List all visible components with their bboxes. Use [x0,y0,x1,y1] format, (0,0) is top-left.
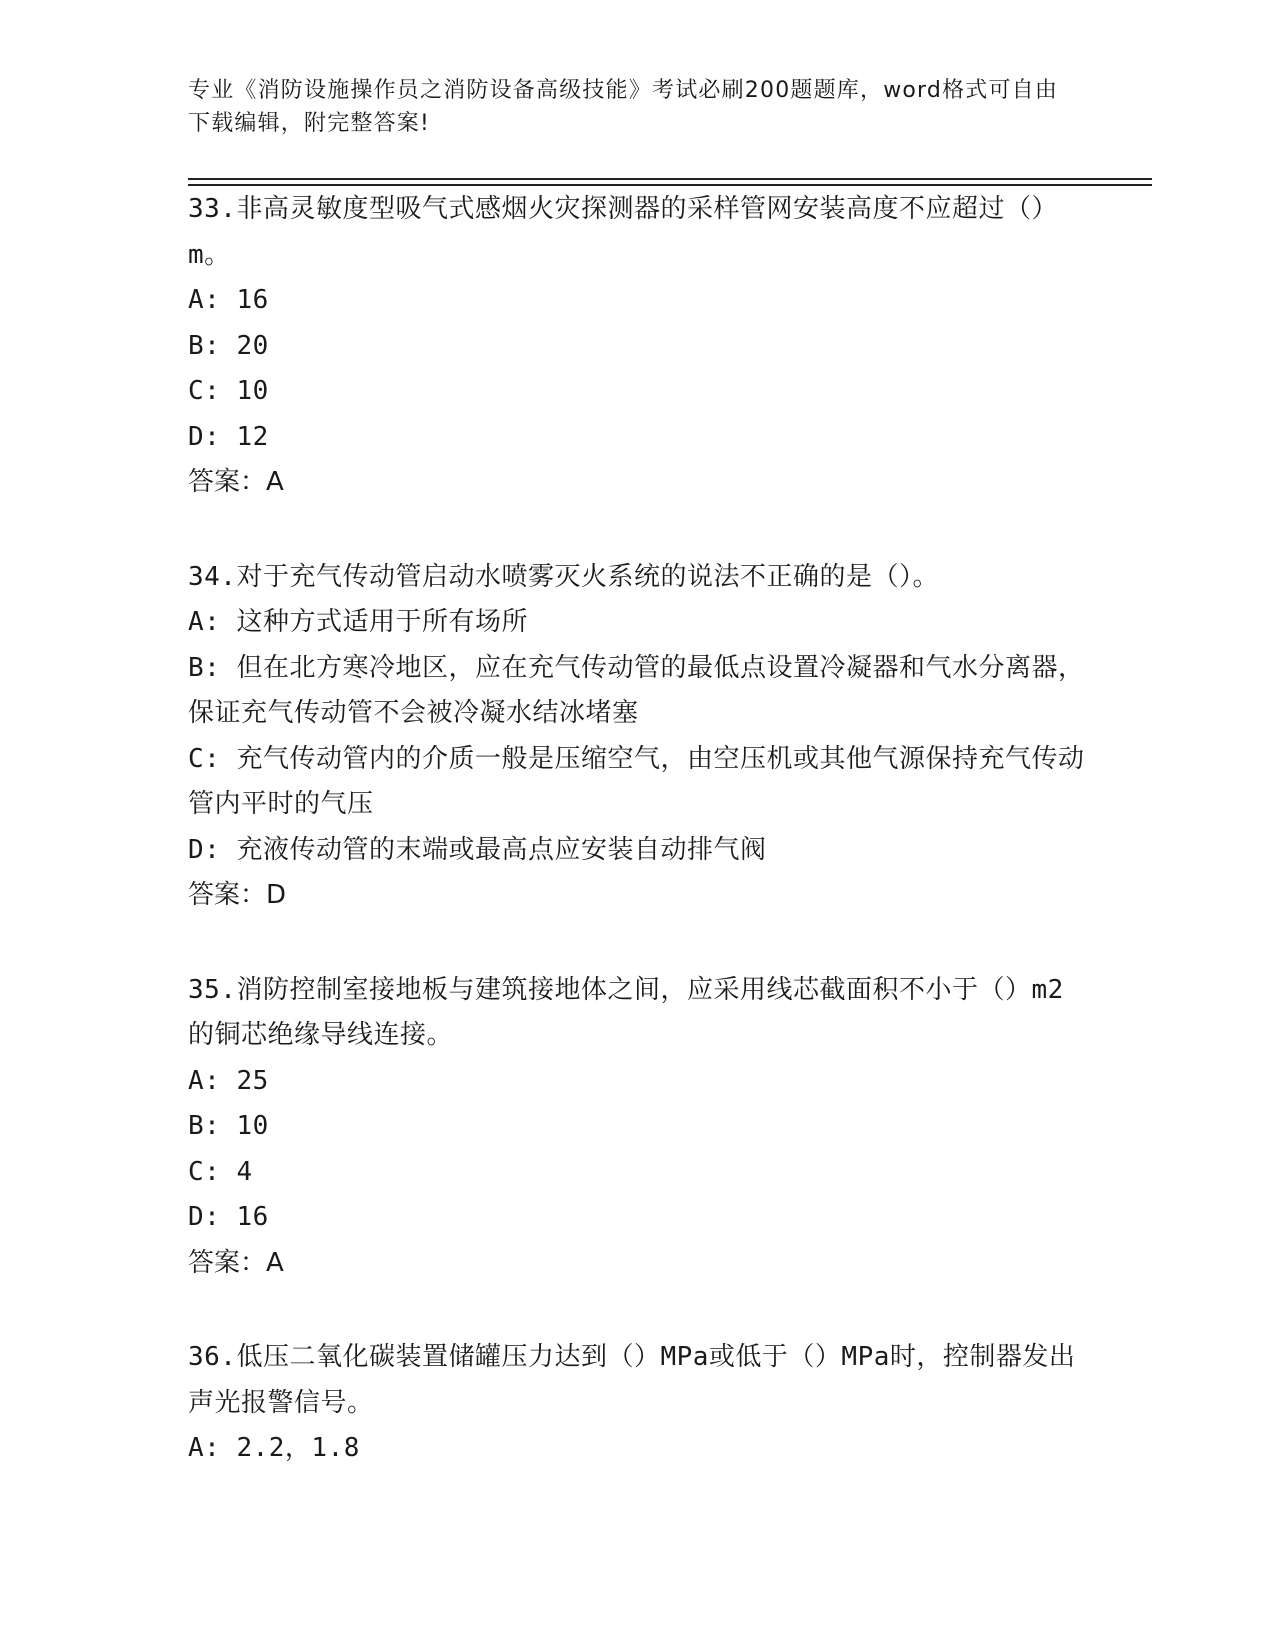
question-list [188,187,1088,1521]
question-36 [188,1335,1088,1472]
question-stem: 33.非高灵敏度型吸气式感烟火灾探测器的采样管网安装高度不应超过（）m。 [188,194,1058,270]
option-b: B: 10 [188,1111,269,1141]
option-b: B: 20 [188,330,269,361]
question-stem: 34.对于充气传动管启动水喷雾灭火系统的说法不正确的是（）。 [188,561,939,592]
option-a: A: 16 [188,285,269,315]
header-divider-bottom [188,184,1152,186]
option-d: D: 16 [188,1202,269,1232]
option-c: C: 充气传动管内的介质一般是压缩空气，由空压机或其他气源保持充气传动管内平时的气压 [188,743,1085,819]
option-b: B: 但在北方寒冷地区，应在充气传动管的最低点设置冷凝器和气水分离器，保证充气传动管不会被冷凝水结冰堵塞 [188,652,1085,728]
option-c: C: 10 [188,376,269,406]
answer-line: 答案：D [188,880,287,910]
option-a: A: 25 [188,1065,269,1096]
document-header [188,74,1068,140]
option-d: D: 充液传动管的末端或最高点应安装自动排气阀 [188,834,767,865]
question-stem: 36.低压二氧化碳装置储罐压力达到（）MPa或低于（）MPa时，控制器发出声光报警信号。 [188,1342,1076,1418]
answer-line: 答案：A [188,467,284,497]
question-34 [188,555,1088,919]
option-c: C: 4 [188,1156,253,1187]
question-35 [188,968,1088,1287]
header-divider-top [188,178,1152,180]
question-33 [188,187,1088,506]
option-d: D: 12 [188,421,269,452]
header-text: 专业《消防设施操作员之消防设备高级技能》考试必刷200题题库，word格式可自由下载编辑，附完整答案! [188,78,1059,136]
option-a: A: 2.2，1.8 [188,1433,360,1463]
question-stem: 35.消防控制室接地板与建筑接地体之间，应采用线芯截面积不小于（）m2的铜芯绝缘导线连接。 [188,974,1064,1050]
option-a: A: 这种方式适用于所有场所 [188,607,528,637]
answer-line: 答案：A [188,1247,284,1278]
